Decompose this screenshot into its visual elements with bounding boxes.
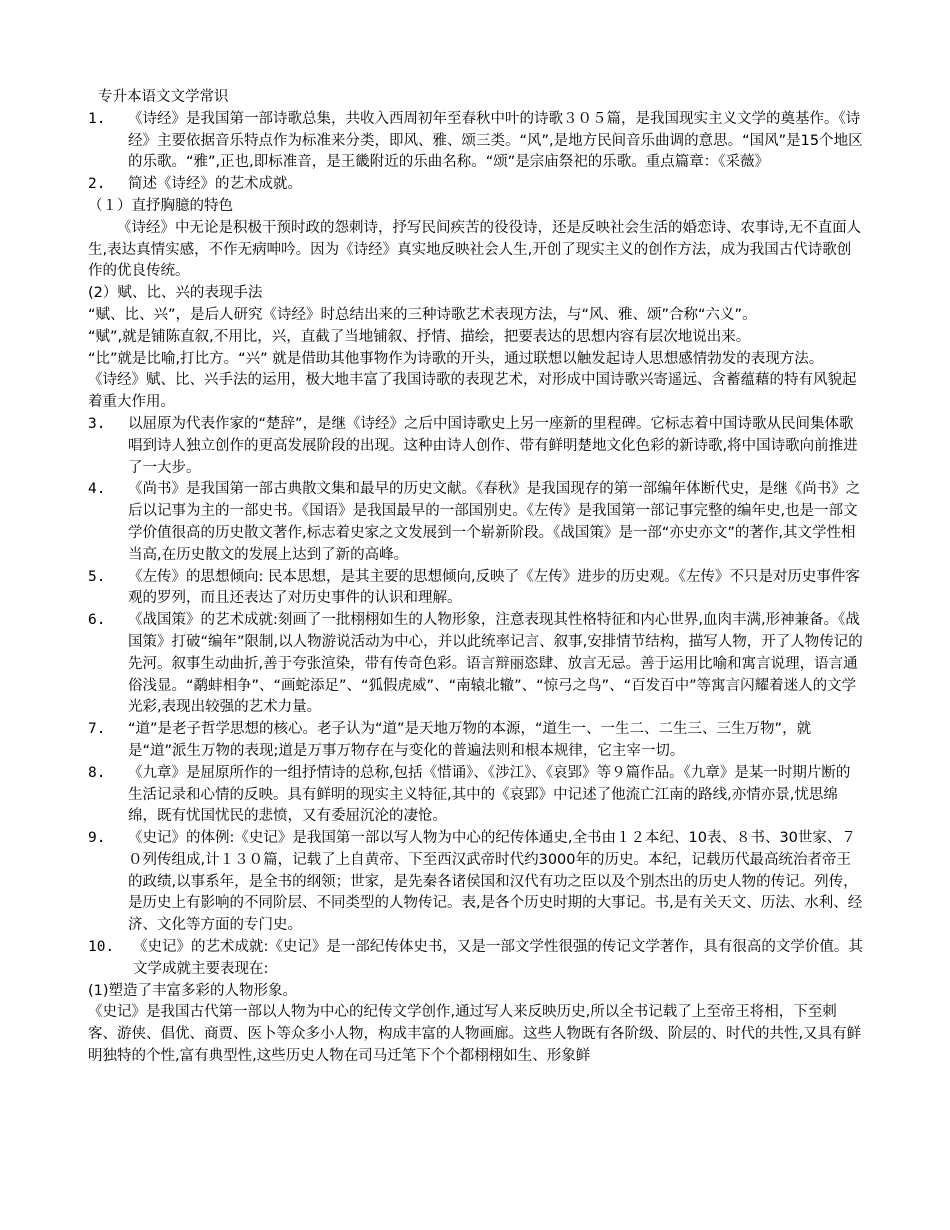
list-item [88, 610, 863, 719]
section-paragraph: “比”就是比喻,打比方。“兴” 就是借助其他事物作为诗歌的开头，通过联想以触发起诗人思想感情勃发的表现方法。 [88, 350, 824, 367]
section-paragraph: 《史记》是我国古代第一部以人物为中心的纪传文学创作,通过写人来反映历史,所以全书记载了上至帝王将相，下至刺客、游侠、倡优、商贾、医卜等众多小人物，构成丰富的人物画廊。这些人物既有各阶级、阶层的、时代的共性,又具有鲜明独特的个性,富有典型性,这些历史人物在司马迁笔下个个都栩栩如生、形象鲜 [88, 1004, 862, 1065]
section-paragraph: 《诗经》中无论是积极干预时政的怨刺诗，抒写民间疾苦的役役诗，还是反映社会生活的婚恋诗、农事诗,无不直面人生,表达真情实感，不作无病呻吟。因为《诗经》真实地反映社会人生,开创了现实主义的创作方法，成为我国古代诗歌创作的优良传统。 [88, 219, 862, 280]
section-paragraph: “赋”,就是铺陈直叙,不用比，兴，直截了当地铺叙、抒情、描绘，把要表达的思想内容有层次地说出来。 [88, 328, 751, 345]
item-text: 《九章》是屈原所作的一组抒情诗的总称,包括《惜诵》、《涉江》、《哀郢》等９篇作品。《九章》是某一时期片断的生活记录和心情的反映。具有鲜明的现实主义特征,其中的《哀郢》中记述了他流亡江南的路线,亦情亦景,忧思绵绵，既有忧国忧民的悲愤，又有委屈沉沦的凄怆。 [128, 764, 851, 825]
list-item [88, 479, 863, 566]
list-item [88, 937, 863, 981]
item-number: 5. [88, 568, 106, 585]
item-number: 4. [88, 481, 106, 498]
item-text: 《战国策》的艺术成就:刻画了一批栩栩如生的人物形象，注意表现其性格特征和内心世界,血肉丰满,形神兼备。《战国策》打破“编年”限制,以人物游说活动为中心，并以此统率记言、叙事,安排情节结构，描写人物，开了人物传记的先河。叙事生动曲折,善于夸张渲染，带有传奇色彩。语言辩丽恣肆、放言无忌。善于运用比喻和寓言说理，语言通俗浅显。“鹬蚌相争”、“画蛇添足”、“狐假虎威”、“南辕北辙”、“惊弓之鸟”、“百发百中”等寓言闪耀着迷人的文学光彩,表现出较强的艺术力量。 [128, 612, 863, 716]
document-body [88, 87, 863, 1068]
item-text: 《尚书》是我国第一部古典散文集和最早的历史文献。《春秋》是我国现存的第一部编年体断代史，是继《尚书》之后以记事为主的一部史书。《国语》是我国最早的一部国别史。《左传》是我国第一部记事完整的编年史,也是一部文学价值很高的历史散文著作,标志着史家之文发展到一个崭新阶段。《战国策》是一部“亦史亦文”的著作,其文学性相当高,在历史散文的发展上达到了新的高峰。 [128, 481, 861, 563]
document-title: 专升本语文文学常识 [98, 89, 229, 105]
section-paragraph: 《诗经》赋、比、兴手法的运用，极大地丰富了我国诗歌的表现艺术，对形成中国诗歌兴寄遥远、含蓄蕴藉的特有风貌起着重大作用。 [88, 372, 857, 411]
item-text: 《史记》的艺术成就:《史记》是一部纪传体史书，又是一部文学性很强的传记文学著作，具有很高的文学价值。其文学成就主要表现在: [133, 939, 863, 977]
list-item [88, 414, 863, 479]
item-number: 3. [88, 415, 106, 432]
item-number: 2. [88, 176, 106, 193]
list-item [88, 763, 863, 828]
item-text: 《左传》的思想倾向: 民本思想，是其主要的思想倾向,反映了《左传》进步的历史观。《左传》不只是对历史事件客观的罗列，而且还表达了对历史事件的认识和理解。 [128, 568, 860, 607]
list-item [88, 719, 863, 763]
item-text: 简述《诗经》的艺术成就。 [128, 176, 302, 193]
item-number: 9. [88, 830, 106, 847]
item-text: 《诗经》是我国第一部诗歌总集，共收入西周初年至春秋中叶的诗歌３０５篇，是我国现实主义文学的奠基作。《诗经》主要依据音乐特点作为标准来分类，即风、雅、颂三类。“风”,是地方民间音乐曲调的意思。“国风”是15个地区的乐歌。“雅”,正也,即标准音，是王畿附近的乐曲名称。“颂”是宗庙祭祀的乐歌。重点篇章：《采薇》 [128, 110, 863, 171]
item-text: “道”是老子哲学思想的核心。老子认为“道”是天地万物的本源，“道生一、一生二、二生三、三生万物”，就是“道”派生万物的表现;道是万事万物存在与变化的普遍法则和根本规律，它主宰一切。 [128, 721, 812, 759]
item-number: 7. [88, 721, 106, 738]
item-number: 10. [88, 939, 115, 956]
list-item [88, 174, 863, 196]
item-number: 8. [88, 764, 106, 781]
list-item [88, 109, 863, 174]
section-paragraph: “赋、比、兴”，是后人研究《诗经》时总结出来的三种诗歌艺术表现方法，与“风、雅、颂”合称“六义”。 [88, 306, 757, 323]
section-heading-3: (1)塑造了丰富多彩的人物形象。 [88, 982, 298, 999]
item-number: 6. [88, 612, 106, 629]
item-text: 以屈原为代表作家的“楚辞”，是继《诗经》之后中国诗歌史上另一座新的里程碑。它标志着中国诗歌从民间集体歌唱到诗人独立创作的更高发展阶段的出现。这种由诗人创作、带有鲜明楚地文化色彩的新诗歌,将中国诗歌向前推进了一大步。 [128, 415, 858, 476]
list-item [88, 567, 863, 611]
item-number: 1. [88, 110, 106, 127]
item-text: 《史记》的体例:《史记》是我国第一部以写人物为中心的纪传体通史,全书由１２本纪、10表、８书、30世家、７０列传组成,计１３０篇，记载了上自黄帝、下至西汉武帝时代约3000年的历史。本纪，记载历代最高统治者帝王的政绩,以事系年，是全书的纲领；世家，是先秦各诸侯国和汉代有功之臣以及个别杰出的历史人物的传记。列传，是历史上有影响的不同阶层、不同类型的人物传记。表,是各个历史时期的大事记。书,是有关天文、历法、水利、经济、文化等方面的专门史。 [128, 830, 863, 934]
section-heading-2: (2）赋、比、兴的表现手法 [88, 285, 263, 302]
list-item [88, 828, 863, 937]
section-heading-1: （１）直抒胸臆的特色 [88, 197, 233, 214]
